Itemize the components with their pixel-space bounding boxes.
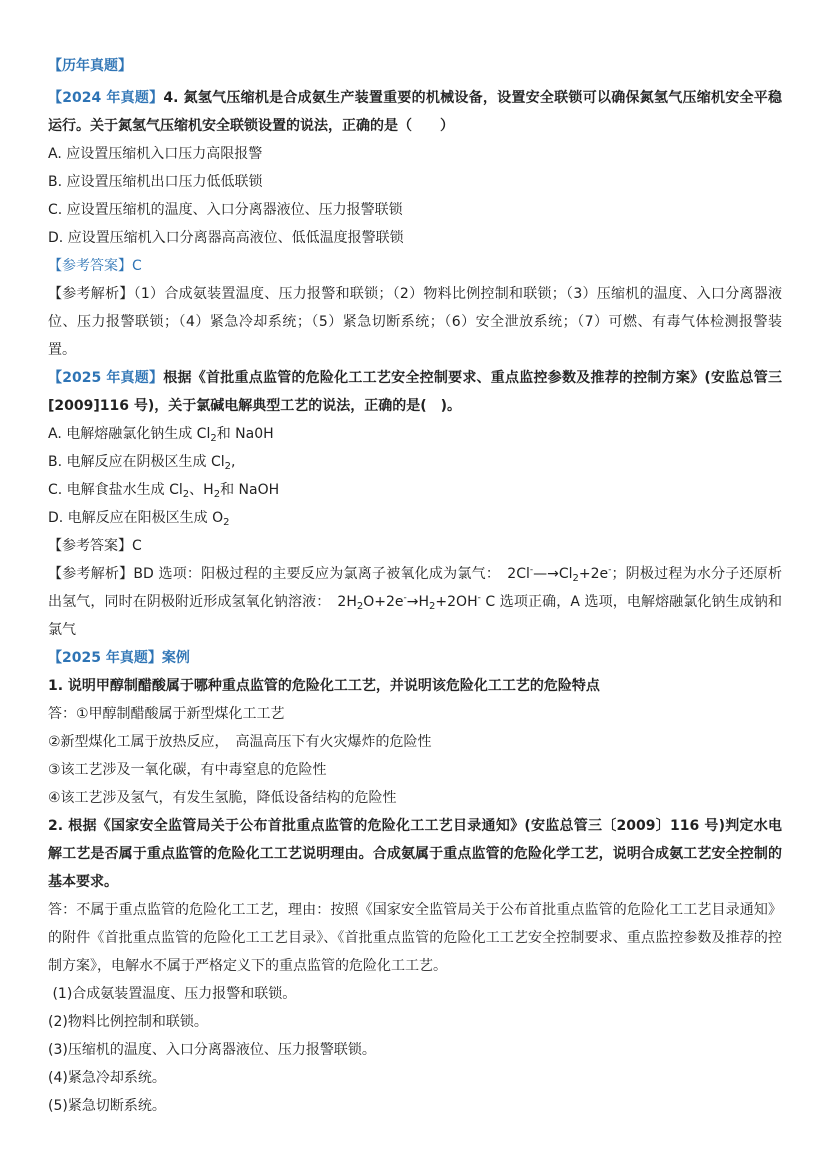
analysis-text: →H (406, 594, 430, 610)
section-header: 【历年真题】 (48, 58, 132, 74)
option-2025a-b (48, 448, 782, 476)
case-question-2: 2. 根据《国家安全监管局关于公布首批重点监管的危险化工工艺目录通知》(安监总管三〔2009〕116 号)判定水电解工艺是否属于重点监管的危险化工工艺说明理由。合成氨属于重点监管的危险化学工艺，说明合成氨工艺安全控制的基本要求。 (48, 818, 782, 890)
question-2025a (48, 364, 782, 420)
case-list-item: (5)紧急切断系统。 (48, 1098, 166, 1114)
analysis-text: —→Cl (533, 566, 573, 582)
option-text: B. 电解反应在阴极区生成 Cl (48, 454, 225, 470)
case-answer-1-line: ②新型煤化工属于放热反应， 高温高压下有火灾爆炸的危险性 (48, 734, 432, 750)
case-2025-tag: 【2025 年真题】案例 (48, 650, 190, 666)
subscript: 2 (572, 573, 579, 584)
option-2024-d: D. 应设置压缩机入口分离器高高液位、低低温度报警联锁 (48, 230, 404, 246)
option-2025a-c (48, 476, 782, 504)
option-text: 、H (189, 482, 214, 498)
option-2024-b: B. 应设置压缩机出口压力低低联锁 (48, 174, 263, 190)
analysis-2025a (48, 560, 782, 644)
case-list-item: (4)紧急冷却系统。 (48, 1070, 166, 1086)
subscript: 2 (224, 461, 231, 472)
analysis-text: C 选项正确，A 选项，电解熔融氯化钠生成钠和氯气 (48, 594, 782, 638)
subscript: 2 (210, 433, 217, 444)
document-content (48, 56, 782, 1120)
superscript: - (529, 565, 534, 575)
case-answer-1-line: ④该工艺涉及氢气，有发生氢脆，降低设备结构的危险性 (48, 790, 397, 806)
option-2024-a: A. 应设置压缩机入口压力高限报警 (48, 146, 263, 162)
subscript: 2 (429, 601, 436, 612)
option-text: 和 Na0H (216, 426, 274, 442)
question-2024-stem: 4. 氮氢气压缩机是合成氨生产装置重要的机械设备，设置安全联锁可以确保氮氢气压缩机安全平稳运行。关于氮氢气压缩机安全联锁设置的说法，正确的是（ ） (48, 90, 782, 134)
option-text: , (231, 454, 236, 470)
question-2024 (48, 84, 782, 140)
option-2024-c: C. 应设置压缩机的温度、入口分离器液位、压力报警联锁 (48, 202, 403, 218)
case-question-1: 1. 说明甲醇制醋酸属于哪种重点监管的危险化工工艺，并说明该危险化工工艺的危险特点 (48, 678, 600, 694)
analysis-text: +2OH (435, 594, 478, 610)
option-2025a-d (48, 504, 782, 532)
subscript: 2 (182, 489, 190, 500)
question-2025a-tag: 【2025 年真题】 (48, 370, 164, 386)
subscript: 2 (213, 489, 221, 500)
answer-2025a: 【参考答案】C (48, 538, 142, 554)
option-text: A. 电解熔融氯化钠生成 Cl (48, 426, 211, 442)
case-list-item: (1)合成氨装置温度、压力报警和联锁。 (48, 986, 297, 1002)
case-list-item: (2)物料比例控制和联锁。 (48, 1014, 208, 1030)
case-answer-2: 答：不属于重点监管的危险化工工艺，理由：按照《国家安全监管局关于公布首批重点监管的危险化工工艺目录通知》的附件《首批重点监管的危险化工工艺目录》、《首批重点监管的危险化工工艺安全控制要求、重点监控参数及推荐的控制方案》，电解水不属于严格定义下的重点监管的危险化工工艺。 (48, 902, 782, 974)
superscript: - (608, 565, 612, 575)
analysis-text: O+2e (363, 594, 404, 610)
option-text: C. 电解食盐水生成 Cl (48, 482, 183, 498)
option-text: D. 电解反应在阳极区生成 O (48, 510, 224, 526)
answer-2024: 【参考答案】C (48, 258, 142, 274)
analysis-text: ；阴极过程为水分子还原析出氢气，同时在阴极附近形成氢氧化钠溶液： 2H (48, 566, 783, 610)
case-answer-1-line: 答：①甲醇制醋酸属于新型煤化工工艺 (48, 706, 285, 722)
analysis-text: +2e (578, 566, 609, 582)
subscript: 2 (356, 601, 364, 612)
question-2025a-stem: 根据《首批重点监管的危险化工工艺安全控制要求、重点监控参数及推荐的控制方案》(安监总管三[2009]116 号)，关于氯碱电解典型工艺的说法，正确的是( )。 (48, 370, 782, 414)
case-answer-1-line: ③该工艺涉及一氧化碳，有中毒窒息的危险性 (48, 762, 327, 778)
analysis-2024: 【参考解析】（1）合成氨装置温度、压力报警和联锁；（2）物料比例控制和联锁；（3）压缩机的温度、入口分离器液位、压力报警联锁；（4）紧急冷却系统；（5）紧急切断系统；（6）安全泄放系统；（7）可燃、有毒气体检测报警装置。 (48, 286, 782, 358)
superscript: - (477, 593, 481, 603)
superscript: - (403, 593, 407, 603)
analysis-text: 【参考解析】BD 选项：阳极过程的主要反应为氯离子被氧化成为氯气： 2Cl (48, 566, 530, 582)
option-2025a-a (48, 420, 782, 448)
question-2024-tag: 【2024 年真题】 (48, 90, 164, 106)
option-text: 和 NaOH (220, 482, 280, 498)
case-list-item: (3)压缩机的温度、入口分离器液位、压力报警联锁。 (48, 1042, 376, 1058)
subscript: 2 (223, 517, 230, 528)
